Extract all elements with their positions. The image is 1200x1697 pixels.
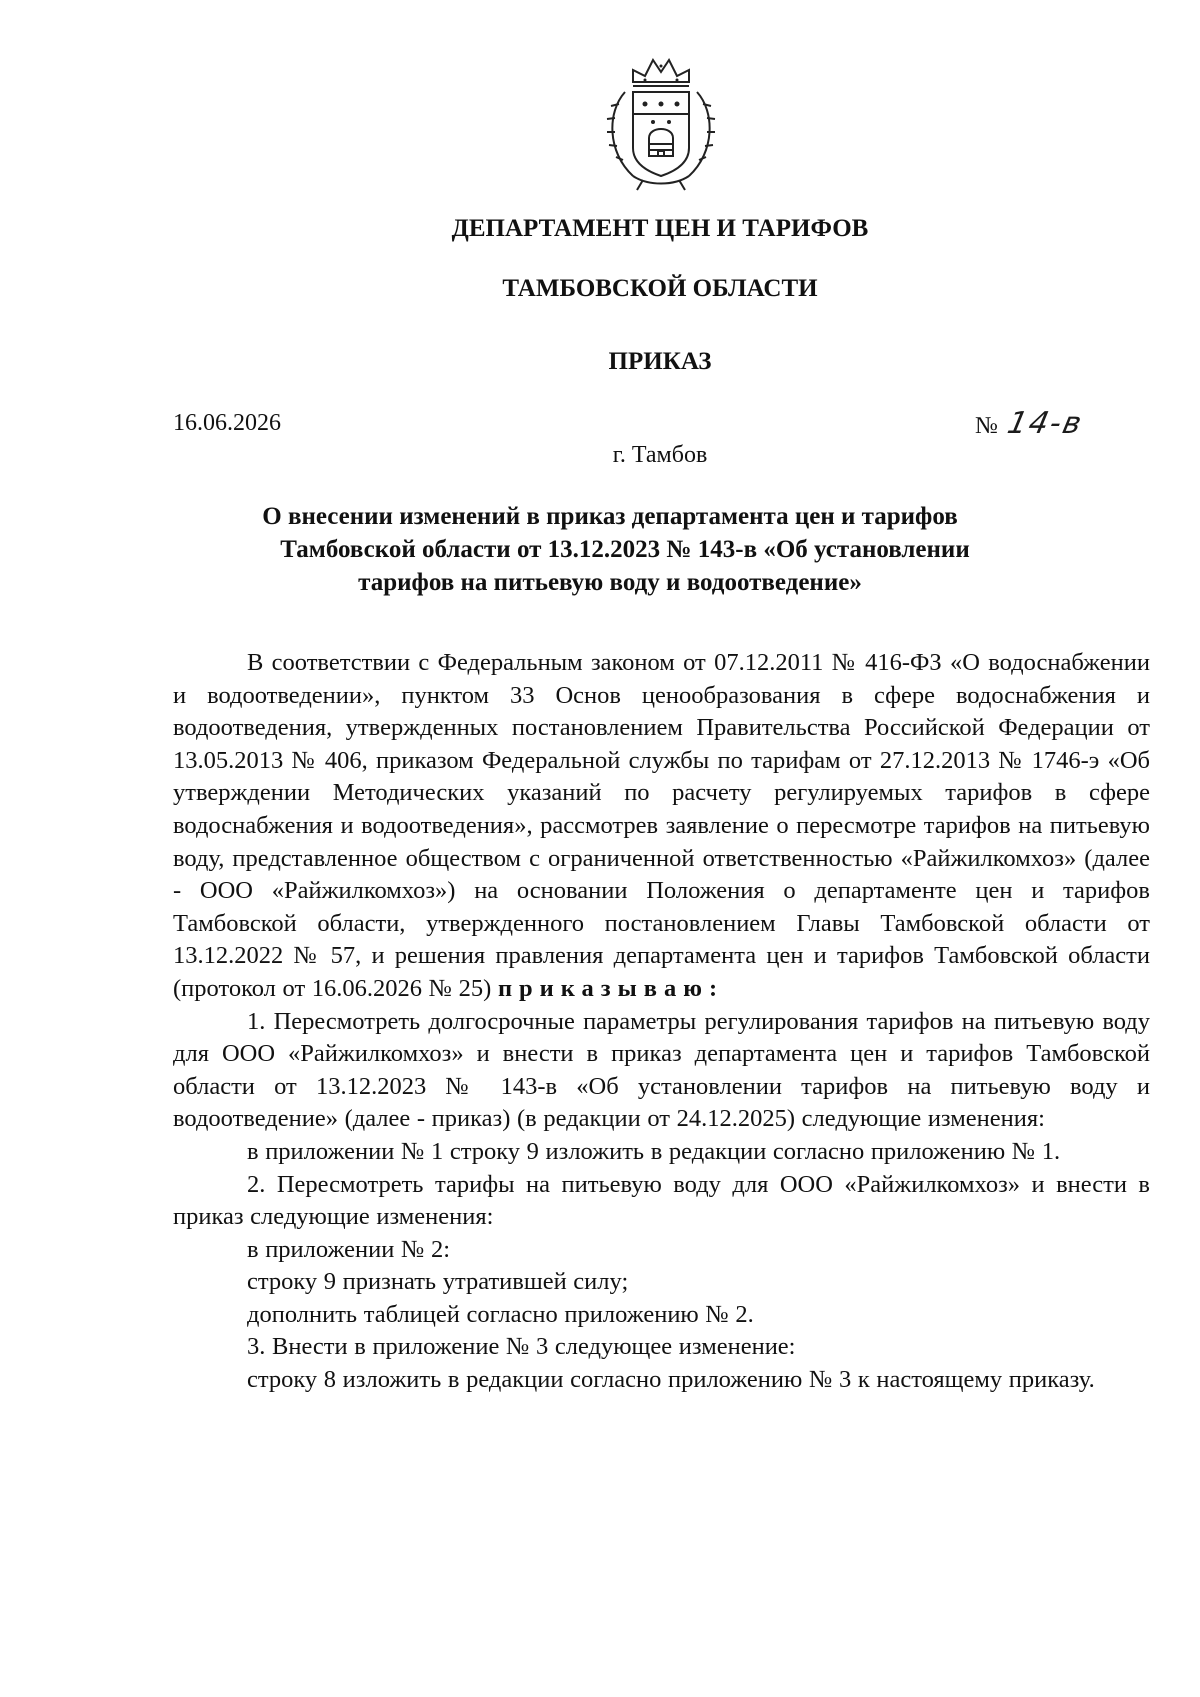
- item-3-sub-paragraph: строку 8 изложить в редакции согласно приложению № 3 к настоящему приказу.: [247, 1366, 1095, 1394]
- item-2-sub-paragraph: строку 9 признать утратившей силу;: [247, 1268, 629, 1296]
- department-name-line1: ДЕПАРТАМЕНТ ЦЕН И ТАРИФОВ: [451, 215, 869, 242]
- item-2-paragraph: 2. Пересмотреть тарифы на питьевую воду для ООО «Райжилкомхоз» и внести в приказ следующие изменения:: [173, 1170, 1150, 1231]
- preamble-paragraph: [173, 647, 1150, 1006]
- subject-line: О внесении изменений в приказ департамента цен и тарифов: [262, 503, 958, 530]
- subject-line: Тамбовской области от 13.12.2023 № 143-в «Об установлении: [280, 536, 970, 563]
- document-city: г. Тамбов: [612, 442, 708, 468]
- item-1-sub-paragraph: в приложении № 1 строку 9 изложить в редакции согласно приложению № 1.: [247, 1137, 1061, 1165]
- document-date: 16.06.2026: [173, 410, 281, 436]
- item-2-sub-paragraph: дополнить таблицей согласно приложению № 2.: [247, 1300, 754, 1328]
- department-name-line2: ТАМБОВСКОЙ ОБЛАСТИ: [502, 275, 818, 302]
- document-body: [173, 647, 1150, 1397]
- subject-line: тарифов на питьевую воду и водоотведение»: [358, 569, 862, 596]
- decree-word: приказываю:: [497, 974, 725, 1002]
- document-type-title: ПРИКАЗ: [608, 348, 712, 375]
- document-subject: [0, 500, 1200, 599]
- item-2-sub-paragraph: в приложении № 2:: [247, 1235, 451, 1263]
- tambov-coat-of-arms-icon: [603, 52, 719, 194]
- handwritten-number: 14-в: [1004, 406, 1087, 441]
- preamble-text: В соответствии с Федеральным законом от 07.12.2011 № 416-ФЗ «О водоснабжении и водоотведении», пунктом 33 Основ ценообразования в сфере водоснабжения и водоотведения, утвержденных постановлением Правительства Российской Федерации от 13.05.2013 № 406, приказом Федеральной службы по тарифам от 27.12.2013 № 1746-э «Об утверждении Методических указаний по расчету регулируемых тарифов в сфере водоснабжения и водоотведения», рассмотрев заявление о пересмотре тарифов на питьевую воду, представленное обществом с ограниченной ответственностью «Райжилкомхоз» (далее - ООО «Райжилкомхоз») на основании Положения о департаменте цен и тарифов Тамбовской области, утвержденного постановлением Главы Тамбовской области от 13.12.2022 № 57, и решения правления департамента цен и тарифов Тамбовской области (протокол от 16.06.2026 № 25): [173, 649, 1150, 1002]
- item-1-paragraph: 1. Пересмотреть долгосрочные параметры регулирования тарифов на питьевую воду для ООО «Райжилкомхоз» и внести в приказ департамента цен и тарифов Тамбовской области от 13.12.2023 № 143-в «Об установлении тарифов на питьевую воду и водоотведение» (далее - приказ) (в редакции от 24.12.2025) следующие изменения:: [173, 1007, 1150, 1133]
- item-3-paragraph: 3. Внести в приложение № 3 следующее изменение:: [247, 1333, 796, 1361]
- number-prefix: №: [975, 413, 998, 439]
- document-number: [975, 406, 1087, 441]
